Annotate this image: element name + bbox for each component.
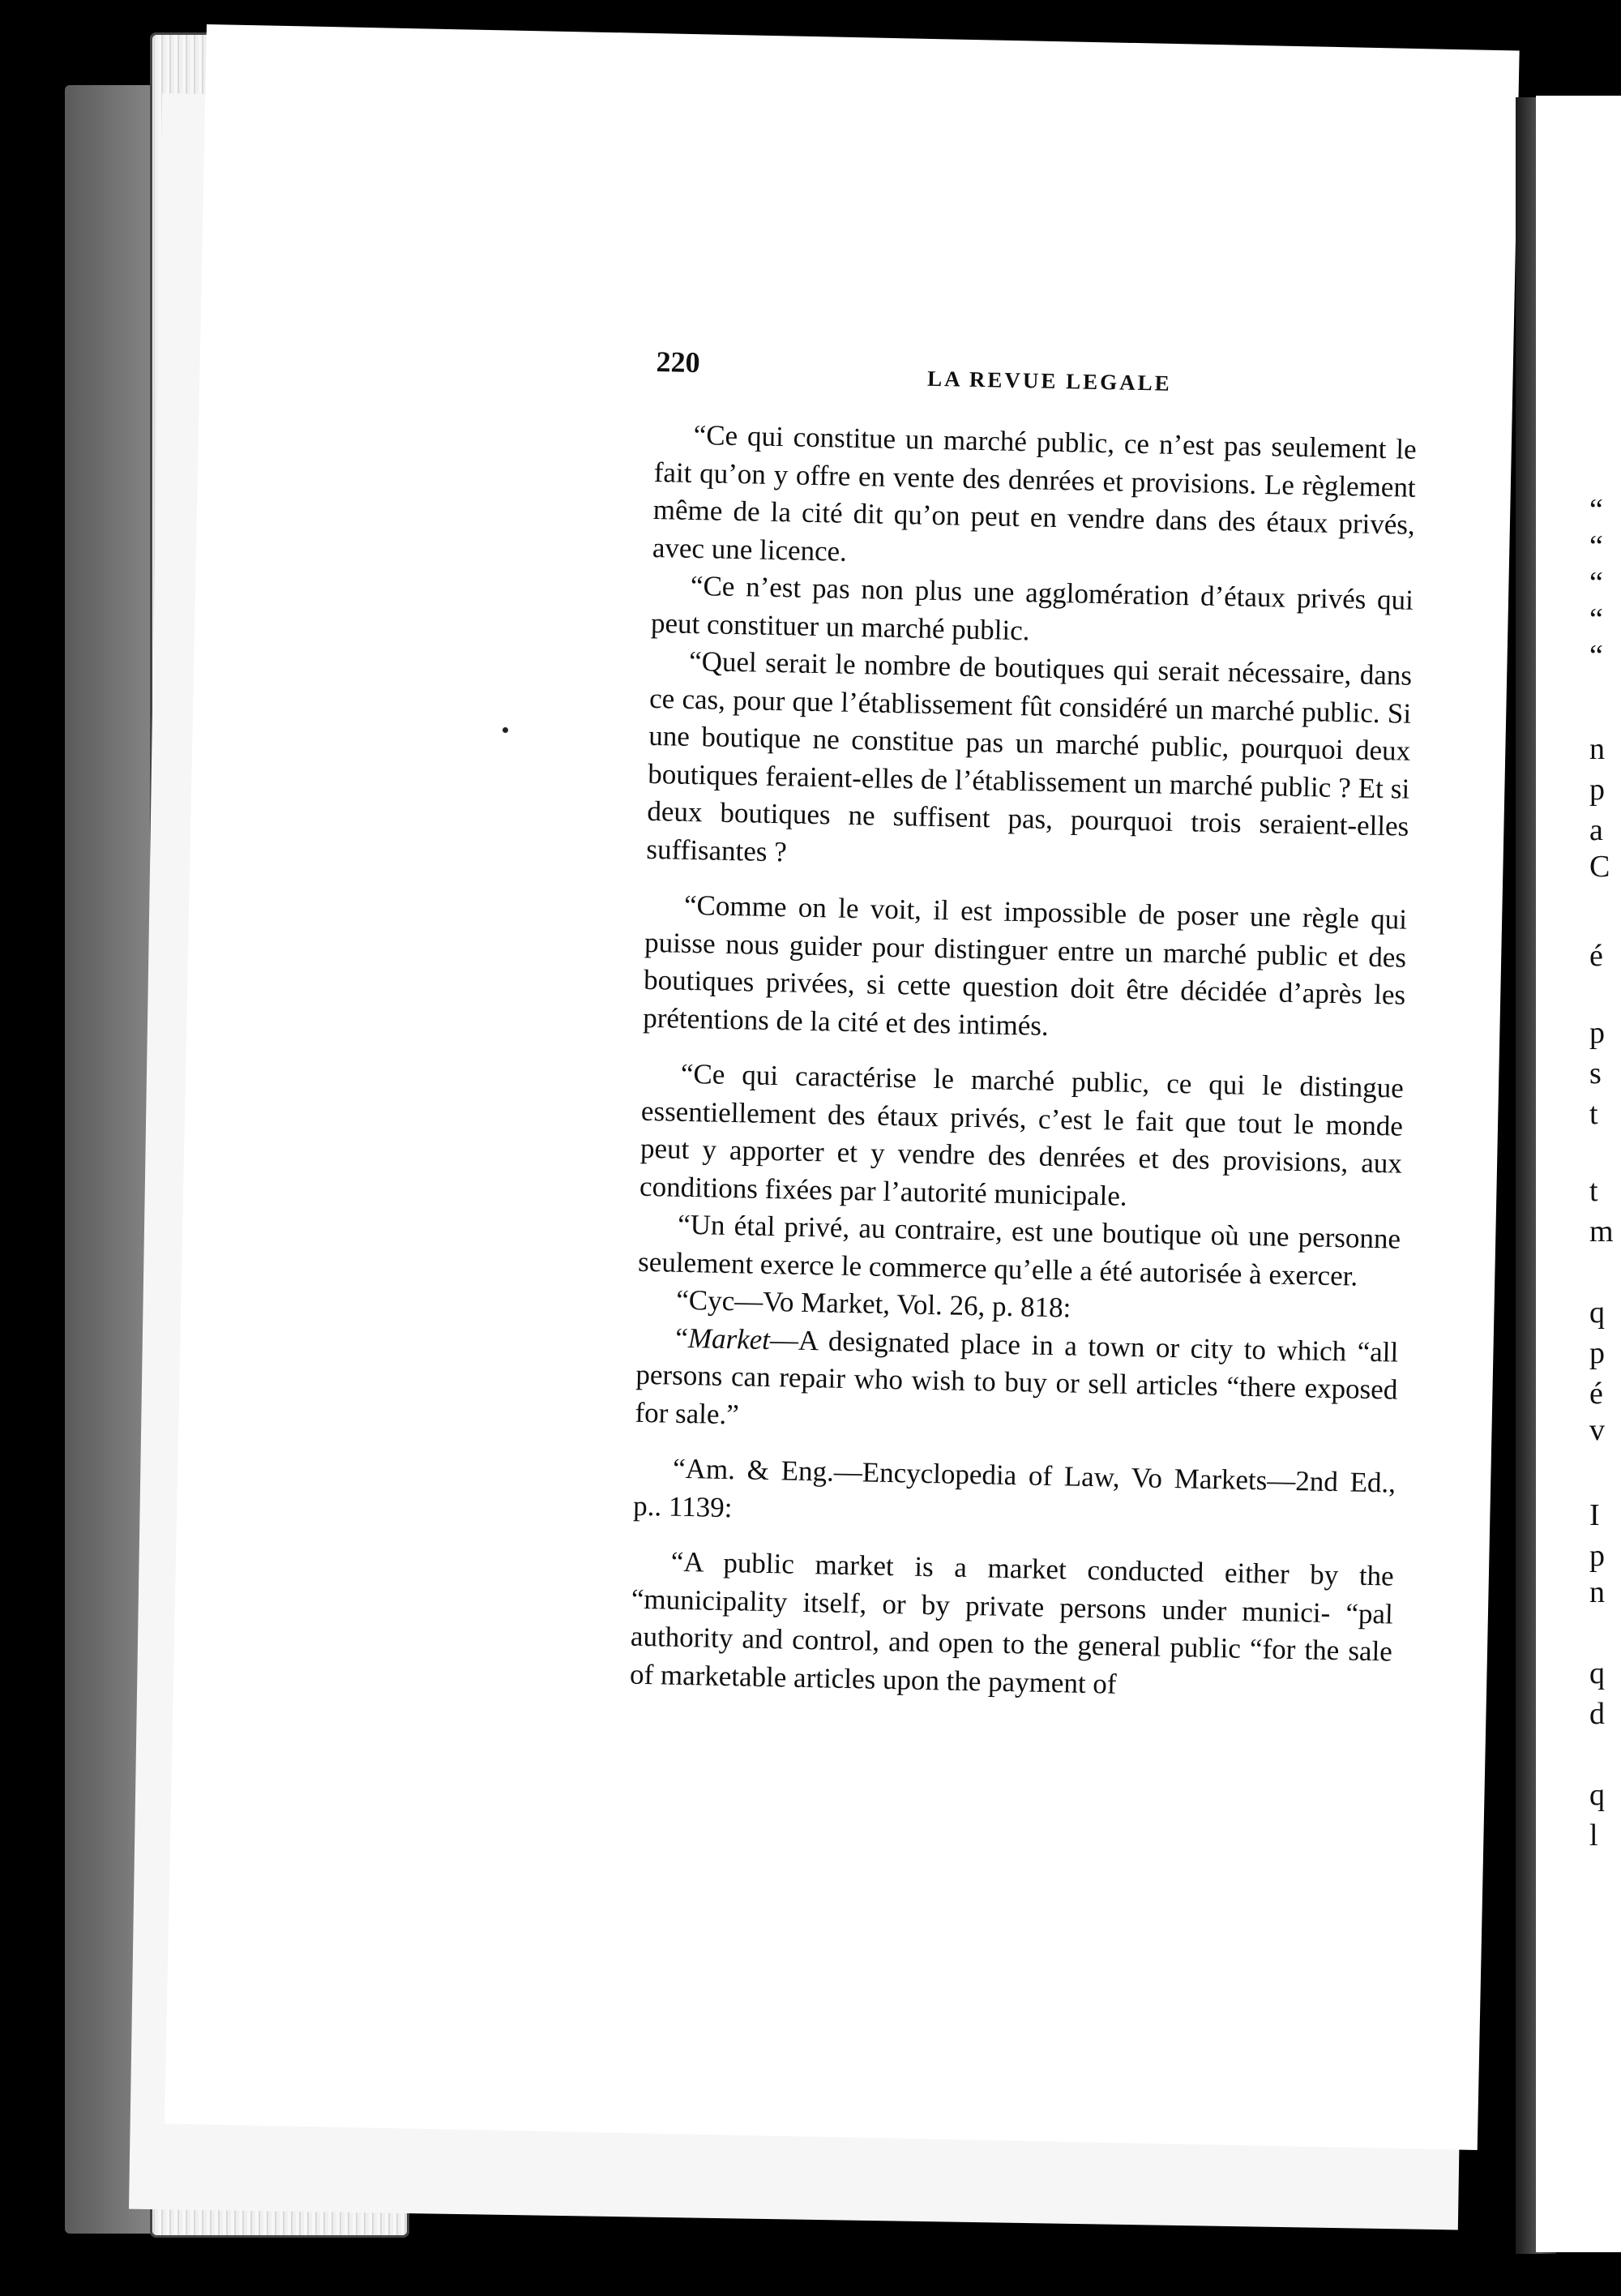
facing-page-fragment: “ xyxy=(1589,529,1603,563)
facing-page-fragment: “ xyxy=(1589,639,1603,673)
facing-page-fragment: “ xyxy=(1589,493,1603,527)
facing-page-fragment: n xyxy=(1589,1575,1605,1609)
facing-page-fragment: p xyxy=(1589,1336,1605,1370)
facing-page-text-fragments xyxy=(1589,0,1621,2296)
page-number: 220 xyxy=(656,345,700,379)
body-text xyxy=(630,416,1417,1709)
facing-page-fragment: q xyxy=(1589,1778,1605,1812)
paragraph: “Quel serait le nombre de boutiques qui serait nécessaire, dans ce cas, pour que l’établissement fût considéré un marché public. Si une boutique ne constitue pas un marché public, pourquoi deux boutiques feraient-elles de l’établissement un marché public ? Et si deux boutiques ne suffisent pas, pourquoi trois seraient-elles suffisantes ? xyxy=(646,645,1413,867)
facing-page-fragment: t xyxy=(1589,1097,1598,1131)
paragraph: “Ce qui constitue un marché public, ce n’est pas seulement le fait qu’on y offre en vente des denrées et provisions. Le règlement même de la cité dit qu’on peut en vendre dans des étaux privés, avec une licence. xyxy=(652,418,1417,568)
paragraph: “Ce n’est pas non plus une agglomération d’étaux privés qui peut constituer un marché public. xyxy=(650,569,1414,646)
facing-page-fragment: d xyxy=(1589,1697,1605,1731)
citation: “Cyc—Vo Market, Vol. 26, p. 818: xyxy=(675,1283,1071,1324)
citation: “Am. & Eng.—Encyclopedia of Law, Vo Markets—2nd Ed., p.. 1139: xyxy=(632,1452,1396,1523)
facing-page-fragment: a xyxy=(1589,813,1603,847)
facing-page-fragment: “ xyxy=(1589,566,1603,600)
stray-ink-mark xyxy=(503,727,508,733)
paragraph: “Un étal privé, au contraire, est une boutique où une personne seulement exerce le commerce qu’elle a été autorisée à exercer. xyxy=(637,1208,1401,1292)
paragraph: “A public market is a market conducted either by the “municipality itself, or by private persons under munici- “pal authority and control, and open to the general public “for the sale of marketable articles upon the payment of xyxy=(629,1545,1395,1700)
facing-page-fragment: v xyxy=(1589,1413,1605,1447)
facing-page-fragment: m xyxy=(1589,1214,1614,1249)
paragraph: “Comme on le voit, il est impossible de poser une règle qui puisse nous guider pour distinguer entre un marché public et des boutiques privées, si cette question doit être décidée d’après les prétentions de la cité et des intimés. xyxy=(642,889,1408,1042)
facing-page-fragment: I xyxy=(1589,1498,1600,1532)
definition-paragraph xyxy=(635,1318,1399,1446)
facing-page-fragment: p xyxy=(1589,1016,1605,1050)
facing-page-fragment: C xyxy=(1589,850,1610,884)
open-quote: “ xyxy=(675,1321,689,1354)
facing-page-fragment: l xyxy=(1589,1818,1598,1853)
facing-page-fragment: t xyxy=(1589,1174,1598,1208)
facing-page-fragment: n xyxy=(1589,732,1605,766)
defined-term: Market xyxy=(687,1321,771,1356)
facing-page-fragment: é xyxy=(1589,939,1603,973)
facing-page-fragment: q xyxy=(1589,1656,1605,1690)
facing-page-fragment: é xyxy=(1589,1377,1603,1411)
facing-page-fragment: s xyxy=(1589,1056,1602,1090)
facing-page-fragment: “ xyxy=(1589,602,1603,636)
facing-page-fragment: p xyxy=(1589,1539,1605,1573)
definition-text: —A designated place in a town or city to which “all persons can repair who wish to buy or sell articles “there exposed for sale.” xyxy=(635,1323,1399,1430)
facing-page-fragment: q xyxy=(1589,1296,1605,1330)
running-head: LA REVUE LEGALE xyxy=(926,366,1173,396)
paragraph: “Ce qui caractérise le marché public, ce qui le distingue essentiellement des étaux privés, c’est le fait que tout le monde peut y apporter et y vendre des denrées et des provisions, aux conditions fixées par l’autorité municipale. xyxy=(639,1057,1405,1212)
facing-page-fragment: p xyxy=(1589,773,1605,807)
